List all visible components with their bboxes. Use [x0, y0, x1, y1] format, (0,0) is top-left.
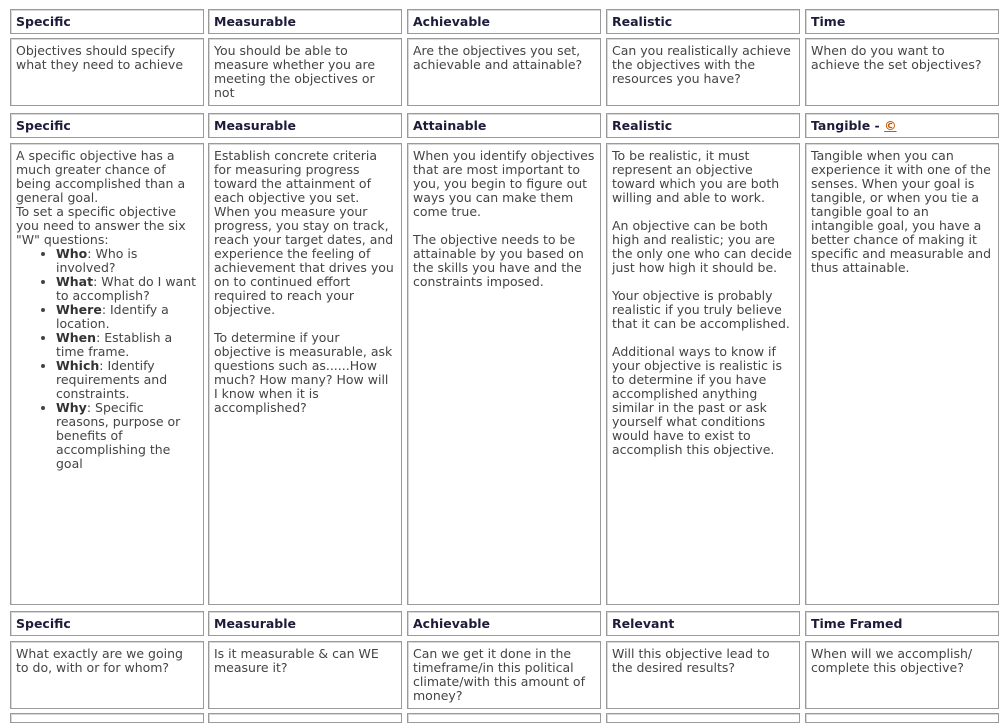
w-text: : Identify a location.	[56, 302, 169, 331]
measurable-paragraph: To determine if your objective is measurable, ask questions such as......How much? How many? How will I know when it is accomplished?	[214, 330, 393, 415]
realistic-paragraph: To be realistic, it must represent an objective toward which you are both willing and able to work.	[612, 148, 780, 205]
attainable-paragraph: When you identify objectives that are most important to you, you begin to figure out ways you can make them come true.	[413, 148, 595, 219]
row3-cell-specific: What exactly are we going to do, with or for whom?	[10, 641, 204, 709]
specific-intro-2: To set a specific objective you need to answer the six "W" questions:	[16, 204, 186, 247]
w-text: : What do I want to accomplish?	[56, 274, 197, 303]
w-item-what	[56, 275, 198, 303]
row3-cell-achievable: Can we get it done in the timeframe/in this political climate/with this amount of money?	[407, 641, 601, 709]
attainable-paragraph: The objective needs to be attainable by you based on the skills you have and the constraints imposed.	[413, 232, 584, 289]
row2-cell-specific	[10, 143, 204, 605]
row3-header-measurable: Measurable	[208, 611, 402, 636]
row2-cell-tangible	[805, 143, 999, 605]
row2-cell-measurable	[208, 143, 402, 605]
row1-cell-time: When do you want to achieve the set objectives?	[805, 38, 999, 106]
w-item-when	[56, 331, 198, 359]
row1-header-realistic: Realistic	[606, 9, 800, 34]
row2-header-measurable: Measurable	[208, 113, 402, 138]
realistic-paragraph: An objective can be both high and realistic; you are the only one who can decide just how high it should be.	[612, 218, 792, 275]
row1-cell-realistic: Can you realistically achieve the objectives with the resources you have?	[606, 38, 800, 106]
row2-header-attainable: Attainable	[407, 113, 601, 138]
row3-header-time-framed: Time Framed	[805, 611, 999, 636]
row1-header-achievable: Achievable	[407, 9, 601, 34]
w-text: : Specific reasons, purpose or benefits of accomplishing the goal	[56, 400, 181, 471]
row3-cell-relevant: Will this objective lead to the desired results?	[606, 641, 800, 709]
row1-header-measurable: Measurable	[208, 9, 402, 34]
w-term: Who	[56, 246, 88, 261]
copyright-link[interactable]: ©	[884, 118, 897, 133]
w-term: When	[56, 330, 97, 345]
row2-cell-attainable	[407, 143, 601, 605]
w-item-who	[56, 247, 198, 275]
row1-header-specific: Specific	[10, 9, 204, 34]
tangible-paragraph: Tangible when you can experience it with one of the senses. When your goal is tangible, or when you tie a tangible goal to an intangible goal, you have a better chance of making it specific and measurable and thus attainable.	[811, 148, 992, 275]
row1-header-time: Time	[805, 9, 999, 34]
w-item-which	[56, 359, 198, 401]
w-term: Why	[56, 400, 87, 415]
row3-header-specific: Specific	[10, 611, 204, 636]
row1-cell-measurable: You should be able to measure whether you are meeting the objectives or not	[208, 38, 402, 106]
w-term: Which	[56, 358, 100, 373]
row2-header-specific: Specific	[10, 113, 204, 138]
realistic-paragraph: Additional ways to know if your objective is realistic is to determine if you have accomplished anything similar in the past or ask yourself what conditions would have to exist to accomplish this objective.	[612, 344, 782, 457]
row1-cell-specific: Objectives should specify what they need to achieve	[10, 38, 204, 106]
row3-header-achievable: Achievable	[407, 611, 601, 636]
w-text: : Who is involved?	[56, 246, 138, 275]
row3-cell-measurable: Is it measurable & can WE measure it?	[208, 641, 402, 709]
realistic-paragraph: Your objective is probably realistic if you truly believe that it can be accomplished.	[612, 288, 790, 331]
measurable-paragraph: Establish concrete criteria for measuring progress toward the attainment of each objective you set. When you measure your progress, you stay on track, reach your target dates, and experience the feeling of achievement that drives you on to continued effort required to reach your objective.	[214, 148, 394, 317]
w-text: : Establish a time frame.	[56, 330, 173, 359]
row3-header-relevant: Relevant	[606, 611, 800, 636]
w-text: : Identify requirements and constraints.	[56, 358, 168, 401]
row2-header-realistic: Realistic	[606, 113, 800, 138]
tangible-label: Tangible -	[811, 118, 885, 133]
row2-cell-realistic	[606, 143, 800, 605]
w-item-where	[56, 303, 198, 331]
row3-cell-time-framed: When will we accomplish/ complete this objective?	[805, 641, 999, 709]
specific-intro-1: A specific objective has a much greater chance of being accomplished than a general goal.	[16, 148, 186, 205]
row1-cell-achievable: Are the objectives you set, achievable and attainable?	[407, 38, 601, 106]
w-questions-list	[16, 247, 198, 471]
w-term: Where	[56, 302, 102, 317]
row2-header-tangible	[805, 113, 999, 138]
w-item-why	[56, 401, 198, 471]
w-term: What	[56, 274, 94, 289]
